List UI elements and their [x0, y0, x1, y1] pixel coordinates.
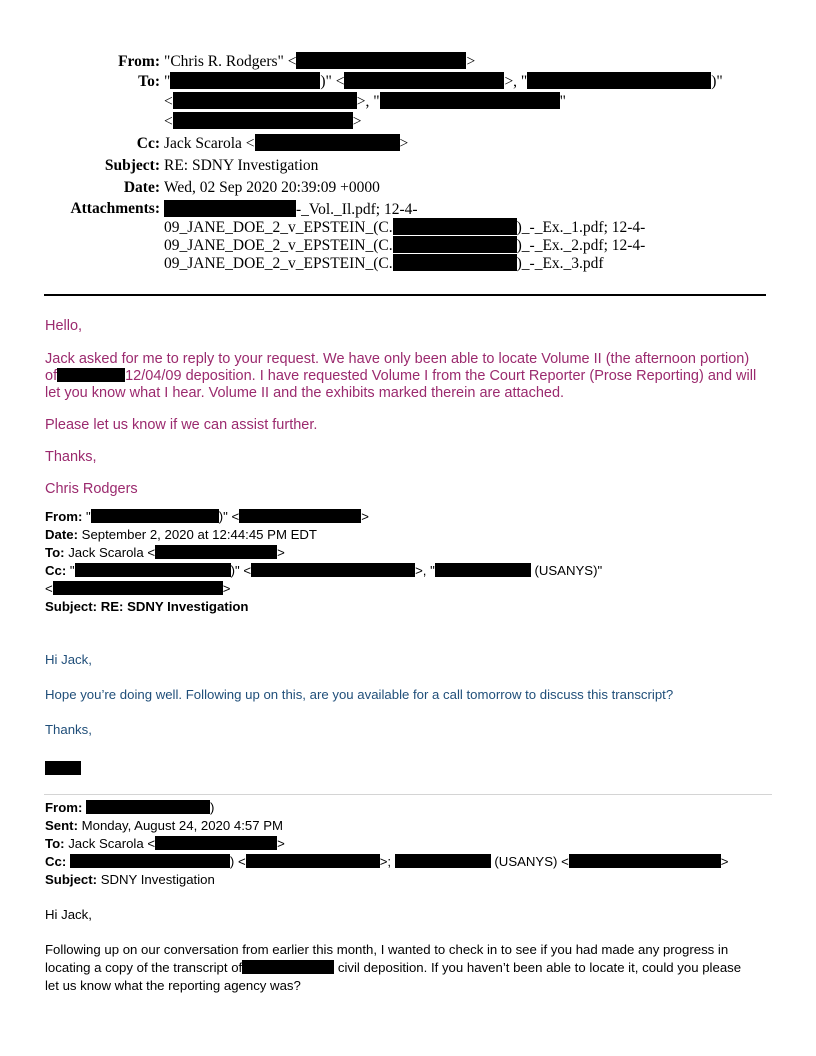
redaction: [393, 254, 517, 271]
header-subject-row: [0, 156, 816, 176]
fwd-text: ": [86, 509, 91, 524]
to-sep: )": [711, 73, 723, 90]
msg2-text: civil deposition. If you haven’t been able to locate it, could you please: [337, 960, 742, 975]
cc-value: Jack Scarola <: [164, 135, 255, 152]
fwd-text: >: [720, 854, 729, 869]
reply-thanks: Thanks,: [45, 449, 97, 465]
msg1-body: Hope you’re doing well. Following up on this, are you available for a call tomorrow to discuss this transcript?: [45, 687, 674, 702]
redaction: [170, 72, 320, 89]
redaction: [246, 854, 380, 868]
redaction: [296, 52, 466, 69]
redaction: [344, 72, 504, 89]
to-quote: ": [164, 73, 171, 90]
fwd-to-label: To:: [45, 545, 65, 560]
msg1-greeting: Hi Jack,: [45, 652, 92, 667]
fwd-text: (USANYS) <: [494, 854, 569, 869]
message-divider: [44, 794, 772, 795]
fwd-text: >: [277, 545, 285, 560]
fwd-text: >;: [379, 854, 392, 869]
forwarded-header-2: [45, 799, 775, 889]
subject-value: RE: SDNY Investigation: [164, 157, 319, 174]
redaction: [70, 854, 230, 868]
fwd-to-value: Jack Scarola <: [68, 545, 156, 560]
from-close: >: [466, 53, 476, 70]
redaction: [395, 854, 491, 868]
msg1-thanks: Thanks,: [45, 722, 92, 737]
redaction: [173, 92, 357, 109]
to-sep: <: [164, 113, 173, 130]
msg2-line-3: let us know what the reporting agency was?: [45, 978, 301, 993]
to-sep: )" <: [320, 73, 345, 90]
fwd-date-label: Date:: [45, 527, 78, 542]
fwd-subject-label: Subject:: [45, 599, 98, 614]
header-to-row-3: [0, 112, 816, 132]
fwd-text: )" <: [230, 563, 252, 578]
fwd-text: >: [222, 581, 231, 596]
msg2-line-1: Following up on our conversation from earlier this month, I wanted to check in to see if you had made any progress in: [45, 942, 729, 957]
to-sep: <: [164, 93, 173, 110]
header-cc-row: [0, 134, 816, 154]
redaction: [91, 509, 219, 523]
header-to-row-2: [0, 92, 816, 112]
reply-paragraph-2: Please let us know if we can assist further.: [45, 417, 318, 433]
header-from-row: [0, 52, 816, 72]
message-1: [45, 651, 775, 739]
attachment-link[interactable]: )_-_Ex._1.pdf; 12-4-: [516, 219, 646, 236]
reply-text: of: [45, 368, 58, 384]
from-label: From:: [118, 53, 160, 70]
fwd-text: >: [277, 836, 285, 851]
redaction: [164, 200, 296, 217]
fwd-text: ) <: [229, 854, 246, 869]
reply-signature: Chris Rodgers: [45, 481, 138, 497]
attachment-link[interactable]: 09_JANE_DOE_2_v_EPSTEIN_(C.: [164, 237, 393, 254]
fwd-date-value: September 2, 2020 at 12:44:45 PM EDT: [81, 527, 317, 542]
redaction: [393, 218, 517, 235]
to-sep: >, ": [504, 73, 528, 90]
attachment-link[interactable]: )_-_Ex._2.pdf; 12-4-: [516, 237, 646, 254]
fwd-text: >, ": [415, 563, 435, 578]
to-sep: >, ": [356, 93, 380, 110]
fwd-text: ": [69, 563, 75, 578]
cc-label: Cc:: [136, 135, 160, 152]
msg2-greeting: Hi Jack,: [45, 907, 92, 922]
to-sep: ": [559, 93, 566, 110]
fwd-text: )" <: [218, 509, 240, 524]
reply-text: 12/04/09 deposition. I have requested Volume I from the Court Reporter (Prose Reporting) and will: [125, 368, 757, 384]
header-date-row: [0, 178, 816, 198]
reply-paragraph-1a: Jack asked for me to reply to your request. We have only been able to locate Volume II (the afternoon portion): [45, 351, 750, 367]
fwd-text: (USANYS)": [534, 563, 603, 578]
fwd2-cc-label: Cc:: [45, 854, 67, 869]
fwd2-to-label: To:: [45, 836, 65, 851]
redaction: [242, 960, 334, 974]
reply-greeting: Hello,: [45, 318, 83, 334]
redaction: [380, 92, 560, 109]
fwd2-from-label: From:: [45, 800, 83, 815]
redaction: [255, 134, 400, 151]
header-to-row: [0, 72, 816, 92]
reply-paragraph-1b: [45, 368, 775, 385]
redaction: [435, 563, 531, 577]
message-2: [45, 906, 775, 995]
fwd-text: <: [45, 581, 53, 596]
redacted-signature: [45, 761, 81, 775]
to-label: To:: [138, 73, 160, 90]
redaction: [86, 800, 210, 814]
redaction: [57, 368, 125, 382]
redaction: [173, 112, 353, 129]
fwd2-subject-label: Subject:: [45, 872, 98, 887]
attachment-link[interactable]: 09_JANE_DOE_2_v_EPSTEIN_(C.: [164, 219, 393, 236]
fwd2-sent-label: Sent:: [45, 818, 78, 833]
header-attachments-row: [0, 200, 816, 218]
attachment-link[interactable]: 09_JANE_DOE_2_v_EPSTEIN_(C.: [164, 255, 393, 272]
header-divider: [44, 294, 766, 296]
attachment-link[interactable]: )_-_Ex._3.pdf: [516, 255, 604, 272]
reply-body: [45, 318, 775, 498]
fwd-from-label: From:: [45, 509, 83, 524]
redaction: [569, 854, 721, 868]
date-value: Wed, 02 Sep 2020 20:39:09 +0000: [164, 179, 380, 196]
redaction: [155, 836, 277, 850]
redaction: [527, 72, 711, 89]
fwd2-subject-value: SDNY Investigation: [100, 872, 215, 887]
forwarded-header-1: [45, 508, 775, 616]
reply-paragraph-1c: let you know what I hear. Volume II and the exhibits marked therein are attached.: [45, 385, 565, 401]
date-label: Date:: [123, 179, 160, 196]
msg2-text: locating a copy of the transcript of: [45, 960, 243, 975]
fwd2-to-value: Jack Scarola <: [68, 836, 156, 851]
redaction: [251, 563, 415, 577]
attachments-label: Attachments:: [70, 200, 160, 217]
email-header: [0, 52, 816, 272]
redaction: [155, 545, 277, 559]
fwd-text: ): [210, 800, 215, 815]
msg2-line-2: [45, 959, 775, 977]
subject-label: Subject:: [104, 157, 160, 174]
from-value: "Chris R. Rodgers" <: [164, 53, 297, 70]
fwd-subject-value: RE: SDNY Investigation: [100, 599, 249, 614]
fwd-text: >: [361, 509, 369, 524]
fwd-cc-label: Cc:: [45, 563, 67, 578]
fwd2-sent-value: Monday, August 24, 2020 4:57 PM: [81, 818, 284, 833]
redaction: [53, 581, 223, 595]
attachment-link[interactable]: -_Vol._Il.pdf; 12-4-: [296, 201, 418, 218]
redaction: [75, 563, 231, 577]
redaction: [239, 509, 361, 523]
cc-close: >: [399, 135, 409, 152]
redaction: [393, 236, 517, 253]
to-sep: >: [352, 113, 362, 130]
